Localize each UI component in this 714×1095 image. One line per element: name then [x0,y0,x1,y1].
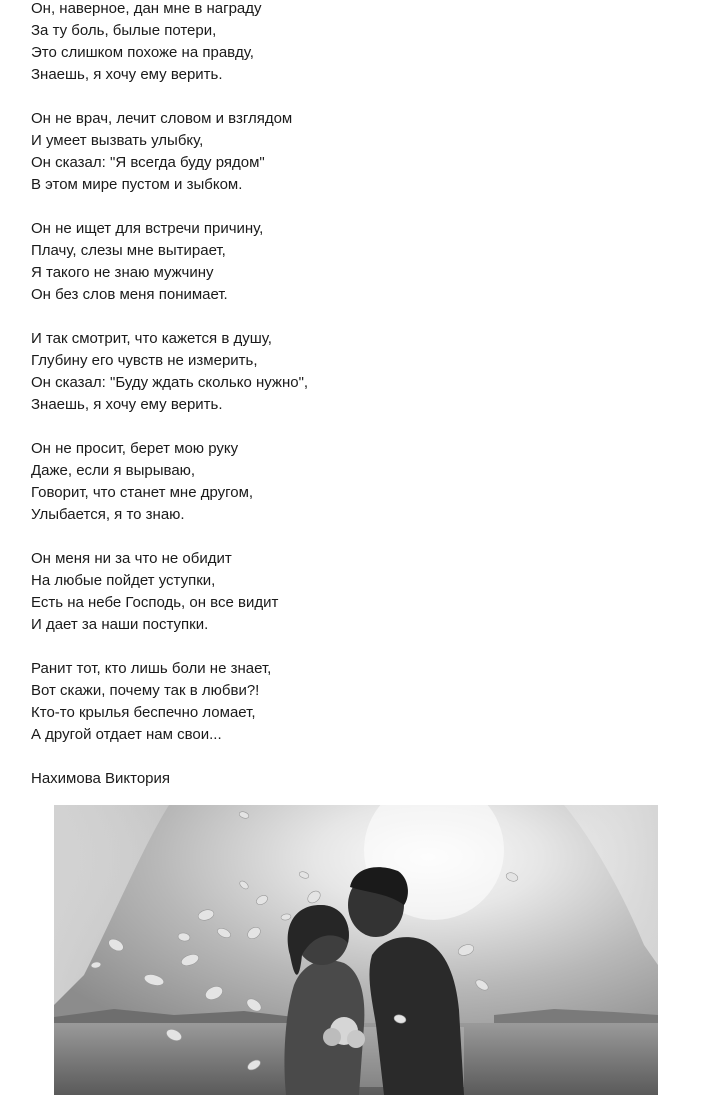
stanza-6 [31,548,691,636]
poem-line: Я такого не знаю мужчину [31,264,214,281]
poem-line: Даже, если я вырываю, [31,462,196,479]
poem-line: Он не ищет для встречи причину, [31,220,264,237]
poem-line: Вот скажи, почему так в любви?! [31,682,260,699]
poem-line: Есть на небе Господь, он все видит [31,594,279,611]
couple-photo-illustration [54,805,658,1095]
stanza-5 [31,438,691,526]
poem-line: И дает за наши поступки. [31,616,209,633]
poem-line: Он сказал: "Буду ждать сколько нужно", [31,374,309,391]
poem-line: В этом мире пустом и зыбком. [31,176,243,193]
poem-line: Он не врач, лечит словом и взглядом [31,110,293,127]
poem [31,0,691,790]
poem-line: Улыбается, я то знаю. [31,506,185,523]
poem-line: Говорит, что станет мне другом, [31,484,254,501]
poem-line: Ранит тот, кто лишь боли не знает, [31,660,272,677]
poem-line: Кто-то крылья беспечно ломает, [31,704,256,721]
poem-line: И так смотрит, что кажется в душу, [31,330,272,347]
poem-line: Глубину его чувств не измерить, [31,352,258,369]
poem-line: Он, наверное, дан мне в награду [31,0,262,17]
stanza-4 [31,328,691,416]
stanza-1 [31,0,691,86]
poem-line: На любые пойдет уступки, [31,572,216,589]
poem-line: Он меня ни за что не обидит [31,550,232,567]
poem-line: Он без слов меня понимает. [31,286,228,303]
poem-line: Это слишком похоже на правду, [31,44,254,61]
poem-line: Он сказал: "Я всегда буду рядом" [31,154,265,171]
poem-line: Знаешь, я хочу ему верить. [31,66,223,83]
poem-line: За ту боль, былые потери, [31,22,217,39]
stanza-3 [31,218,691,306]
poem-line: Знаешь, я хочу ему верить. [31,396,223,413]
poem-author: Нахимова Виктория [31,770,171,787]
couple-photo [54,805,658,1095]
poem-line: А другой отдает нам свои... [31,726,222,743]
stanza-2 [31,108,691,196]
poem-line: Он не просит, берет мою руку [31,440,239,457]
poem-line: Плачу, слезы мне вытирает, [31,242,226,259]
stanza-7 [31,658,691,746]
poem-line: И умеет вызвать улыбку, [31,132,204,149]
